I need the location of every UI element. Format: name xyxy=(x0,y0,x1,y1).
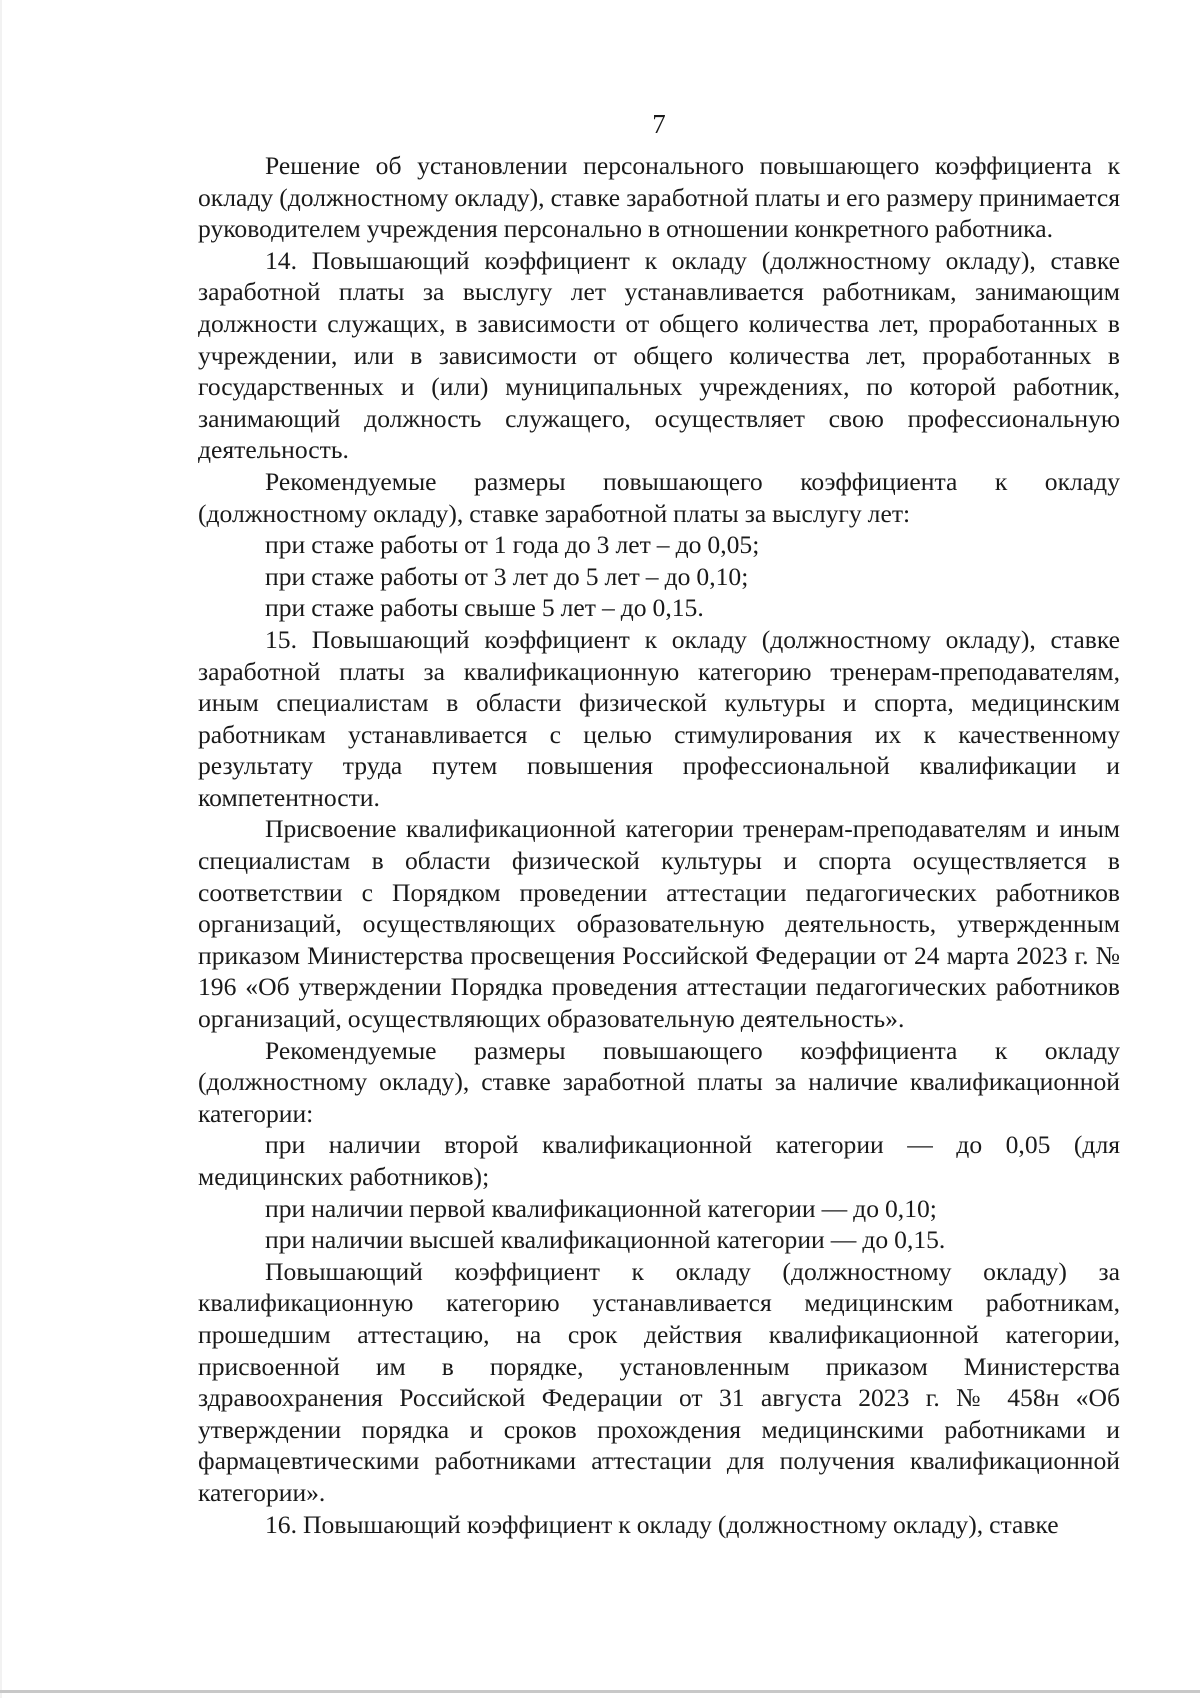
page-number: 7 xyxy=(652,109,666,139)
paragraph-seniority-sizes: Рекомендуемые размеры повышающего коэффициента к окладу (должностному окладу), ставке заработной платы за выслугу лет: xyxy=(198,466,1120,528)
paragraph-15-qualification: 15. Повышающий коэффициент к окладу (должностному окладу), ставке заработной платы за квалификационную категорию тренерам-преподавателям, иным специалистам в области физической культуры и спорта, медицинским работникам устанавливается с целью стимулирования их к качественному результату труда путем повышения профессиональной квалификации и компетентности. xyxy=(198,624,1120,812)
paragraph-14-seniority: 14. Повышающий коэффициент к окладу (должностному окладу), ставке заработной платы за выслугу лет устанавливается работникам, занимающим должности служащих, в зависимости от общего количества лет, проработанных в учреждении, или в зависимости от общего количества лет, проработанных в государственных и (или) муниципальных учреждениях, по которой работник, занимающий должность служащего, осуществляет свою профессиональную деятельность. xyxy=(198,245,1120,465)
paragraph-personal-coefficient: Решение об установлении персонального повышающего коэффициента к окладу (должностному окладу), ставке заработной платы и его размеру принимается руководителем учреждения персонально в отношении конкретного работника. xyxy=(198,151,1120,244)
paragraph-category-sizes: Рекомендуемые размеры повышающего коэффициента к окладу (должностному окладу), ставке заработной платы за наличие квалификационной категории: xyxy=(198,1035,1120,1128)
scan-bottom-edge xyxy=(0,1690,1200,1693)
list-item-highest-category: при наличии высшей квалификационной категории — до 0,15. xyxy=(265,1225,946,1255)
list-item-seniority-over-5: при стаже работы свыше 5 лет – до 0,15. xyxy=(265,593,704,623)
paragraph-medical-attestation: Повышающий коэффициент к окладу (должностному окладу) за квалификационную категорию устанавливается медицинским работникам, прошедшим аттестацию, на срок действия квалификационной категории, присвоенной им в порядке, установленным приказом Министерства здравоохранения Российской Федерации от 31 августа 2023 г. № 458н «Об утверждении порядка и сроков прохождения медицинскими работниками и фармацевтическими работниками аттестации для получения квалификационной категории». xyxy=(198,1256,1120,1507)
list-item-seniority-3-5: при стаже работы от 3 лет до 5 лет – до 0,10; xyxy=(265,561,749,591)
paragraph-category-assignment: Присвоение квалификационной категории тренерам-преподавателям и иным специалистам в области физической культуры и спорта осуществляется в соответствии с Порядком проведении аттестации педагогических работников организаций, осуществляющих образовательную деятельность, утвержденным приказом Министерства просвещения Российской Федерации от 24 марта 2023 г. № 196 «Об утверждении Порядка проведения аттестации педагогических работников организаций, осуществляющих образовательную деятельность». xyxy=(198,814,1120,1034)
list-item-second-category: при наличии второй квалификационной категории — до 0,05 (для медицинских работников); xyxy=(198,1130,1120,1191)
document-body xyxy=(198,150,1120,1540)
list-item-first-category: при наличии первой квалификационной категории — до 0,10; xyxy=(265,1193,937,1223)
paragraph-16-start: 16. Повышающий коэффициент к окладу (должностному окладу), ставке xyxy=(265,1509,1059,1539)
scan-edge xyxy=(0,0,2,1698)
list-item-seniority-1-3: при стаже работы от 1 года до 3 лет – до 0,05; xyxy=(265,530,760,560)
